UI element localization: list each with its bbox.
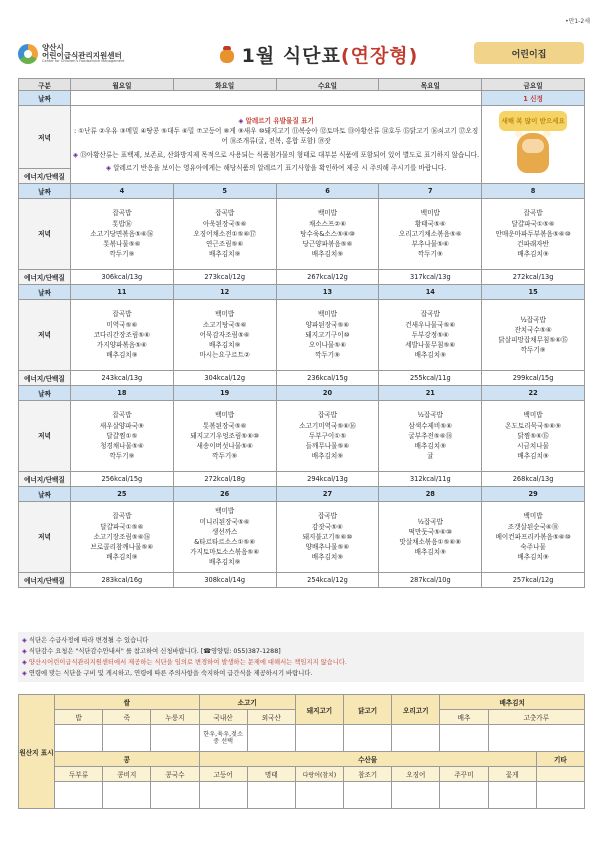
lucky-bag-icon (218, 44, 236, 64)
origin-value (103, 725, 151, 752)
origin-subcategory: 꽃게 (488, 767, 536, 782)
menu-item: 달걀파국①⑤⑥ (511, 219, 555, 228)
menu-item: 배추김치⑨ (517, 250, 549, 259)
menu-item: 잡곡밥 (215, 209, 235, 218)
date-cell: 25 (71, 487, 174, 502)
menu-cell (482, 502, 585, 573)
row-label: 에너지/단백질 (19, 472, 71, 487)
origin-category: 돼지고기 (295, 695, 343, 725)
diamond-icon: ◈ (73, 150, 79, 159)
menu-item: 잡곡밥 (420, 310, 440, 319)
reaction-note: 알레르기 반응을 보이는 영유아에게는 해당식품의 알레르기 표기사항을 확인하여 제공 시 주의해 주시기를 바랍니다. (113, 163, 447, 172)
diamond-icon: ◈ (22, 659, 27, 667)
menu-item: 오이나물⑤⑥ (308, 341, 347, 350)
date-cell: 27 (276, 487, 379, 502)
menu-cell (71, 401, 174, 472)
menu-item: 청경채나물⑤⑥ (100, 442, 144, 451)
menu-item: 배추김치⑨ (209, 558, 241, 567)
menu-item: 코다리간장조림⑤⑥ (93, 330, 151, 339)
menu-row (19, 502, 585, 573)
energy-cell: 268kcal/13g (482, 472, 585, 487)
date-cell: 22 (482, 386, 585, 401)
menu-item: 배추김치⑨ (106, 351, 138, 360)
date-cell: 21 (379, 386, 482, 401)
menu-item: 잡곡밥 (317, 411, 338, 420)
menu-item: 깍두기⑨ (314, 351, 340, 360)
menu-item: ½잡곡밥 (520, 315, 546, 324)
menu-item: 소고기당면볶음⑤⑥⑯ (90, 229, 154, 238)
origin-category: 소고기 (199, 695, 295, 710)
holiday-cell: 1 신정 (482, 91, 585, 106)
menu-cell (276, 401, 379, 472)
menu-item: &타르타르소스①⑤⑥ (194, 538, 256, 546)
date-row (19, 184, 585, 199)
menu-item: 황태국⑤⑥ (414, 219, 446, 228)
diamond-icon: ◈ (238, 116, 244, 125)
origin-value (199, 782, 247, 809)
center-logo-icon (18, 44, 38, 64)
origin-category: 닭고기 (344, 695, 392, 725)
origin-value (440, 725, 488, 752)
page-title (188, 38, 448, 70)
date-row (19, 91, 585, 106)
menu-cell (482, 300, 585, 371)
menu-item: 맛살채소볶음①⑤⑥⑧ (399, 538, 462, 546)
origin-value (151, 782, 199, 809)
title-main: 1월 식단표 (241, 44, 341, 67)
menu-item: 잡곡밥 (317, 512, 338, 521)
origin-subcategory: 주꾸미 (440, 767, 488, 782)
menu-item: 백미밥 (215, 507, 235, 516)
menu-item: 가지양파볶음⑤⑥ (96, 341, 147, 350)
row-label: 저녁 (19, 300, 71, 371)
energy-cell: 272kcal/18g (173, 472, 276, 487)
energy-cell: 304kcal/12g (173, 371, 276, 386)
menu-item: ½잡곡밥 (417, 411, 444, 420)
menu-item: 잡곡밥 (112, 209, 132, 218)
menu-item: 온도토리묵국⑤⑥⑨ (505, 421, 562, 430)
menu-item: 백미밥 (215, 411, 235, 420)
menu-row (19, 401, 585, 472)
date-cell: 14 (379, 285, 482, 300)
origin-value (247, 782, 295, 809)
menu-item: 배추김치⑨ (106, 553, 138, 562)
energy-cell: 273kcal/12g (173, 270, 276, 285)
menu-item: 새우살양파국⑨ (99, 421, 144, 430)
menu-item: 생선까스 (211, 527, 238, 536)
menu-item: 배추김치⑨ (311, 553, 344, 562)
menu-item: 양배추나물⑤⑥ (305, 543, 350, 552)
date-cell: 6 (276, 184, 379, 199)
origin-value (488, 782, 536, 809)
row-label: 날짜 (19, 184, 71, 199)
menu-item: 깍두기⑨ (212, 452, 238, 461)
menu-cell (379, 502, 482, 573)
menu-item: 깍두기⑨ (417, 250, 443, 259)
menu-item: 돼지불고기⑤⑥⑩ (302, 532, 353, 541)
menu-cell (276, 502, 379, 573)
origin-category: 기타 (536, 752, 584, 767)
diamond-icon: ◈ (106, 163, 112, 172)
menu-item: 배추김치⑨ (517, 452, 549, 461)
row-label: 날짜 (19, 91, 71, 106)
menu-item: 소고기미역국⑤⑥⑯ (299, 421, 356, 430)
energy-cell: 312kcal/11g (379, 472, 482, 487)
menu-cell (276, 300, 379, 371)
row-label: 에너지/단백질 (19, 169, 71, 184)
note-item: ◈ 연령에 맞는 식단을 구비 및 게시하고, 연령에 따른 주의사항을 숙지하여 급간식을 제공하시기 바랍니다. (22, 670, 313, 678)
menu-item: 가지토마토소스볶음⑤⑥ (190, 548, 260, 557)
origin-category: 수산물 (199, 752, 536, 767)
menu-item: 소고기장조림⑤⑥⑯ (93, 532, 151, 541)
col-header: 구분 (19, 79, 71, 91)
menu-item: 배추김치⑨ (311, 452, 344, 461)
origin-category: 배추김치 (440, 695, 585, 710)
energy-cell: 299kcal/15g (482, 371, 585, 386)
row-label: 에너지/단백질 (19, 371, 71, 386)
menu-row (19, 199, 585, 270)
menu-item: 백미밥 (523, 512, 543, 521)
diamond-icon: ◈ (22, 670, 27, 678)
notes-box (18, 632, 584, 682)
origin-subcategory: 국내산 (199, 710, 247, 725)
logo-center-name: 어린이급식관리지원센터 (42, 51, 122, 61)
origin-category: 쌀 (55, 695, 200, 710)
menu-cell (276, 199, 379, 270)
date-cell: 19 (173, 386, 276, 401)
menu-item: 감잣국⑤⑥ (312, 522, 343, 531)
energy-cell: 308kcal/14g (173, 573, 276, 588)
origin-value (440, 782, 488, 809)
origin-subcategory: 밥 (55, 710, 103, 725)
menu-item: 돼지고기구이⑩ (305, 330, 350, 339)
date-cell: 4 (71, 184, 174, 199)
menu-item: 닭찜⑤⑥⑮ (517, 431, 549, 440)
facility-badge: 어린이집 (474, 42, 584, 64)
menu-item: 톳볶나물⑤⑥ (103, 240, 141, 249)
origin-subcategory: 참조기 (344, 767, 392, 782)
menu-item: 오리고기채소볶음⑤⑥ (398, 229, 462, 238)
origin-value (151, 725, 199, 752)
menu-cell (379, 300, 482, 371)
menu-item: 잡곡밥 (112, 411, 132, 420)
menu-item: 연근조림⑤⑥ (206, 240, 244, 249)
row-label: 저녁 (19, 199, 71, 270)
energy-cell: 256kcal/15g (71, 472, 174, 487)
menu-item: 미니리된장국⑤⑥ (199, 517, 250, 526)
menu-item: 마시는요구르트② (199, 351, 250, 360)
menu-item: 안매운마파두부볶음⑤⑥⑩ (495, 229, 571, 238)
menu-item: 두부강정⑤⑥ (411, 330, 449, 339)
week1-info-row (19, 106, 585, 169)
menu-item: 잡곡밥 (523, 209, 543, 218)
menu-item: 숙주나물 (520, 543, 546, 552)
menu-item: 배추김치⑨ (209, 250, 241, 259)
energy-cell: 236kcal/15g (276, 371, 379, 386)
menu-table (18, 78, 585, 588)
menu-item: 잡곡밥 (112, 310, 132, 319)
origin-value (55, 725, 103, 752)
menu-item: 건새우나물국⑤⑥ (405, 320, 456, 329)
menu-item: 잡곡밥 (112, 512, 132, 521)
col-header: 화요일 (173, 79, 276, 91)
origin-value (344, 725, 392, 752)
menu-item: 배추김치⑨ (517, 553, 549, 562)
allergy-info (71, 106, 482, 184)
menu-cell (173, 401, 276, 472)
date-cell: 5 (173, 184, 276, 199)
menu-cell (71, 199, 174, 270)
sulfite-note: ⑬아황산류는 표백제, 보존료, 산화방지제 목적으로 사용되는 식품첨가물의 형태로 대부분 식품에 포함되어 있어 별도로 표기하지 않습니다. (80, 150, 480, 159)
menu-item: 백미밥 (420, 209, 440, 218)
origin-side-label: 원산지 표시 (19, 695, 55, 809)
diamond-icon: ◈ (22, 648, 27, 656)
menu-cell (71, 502, 174, 573)
date-cell: 7 (379, 184, 482, 199)
menu-cell (71, 300, 174, 371)
origin-category: 콩 (55, 752, 200, 767)
origin-subcategory: 다랑어(참치) (295, 767, 343, 782)
energy-cell: 287kcal/10g (379, 573, 482, 588)
menu-item: 오징어채소전①⑤⑥⑰ (193, 229, 256, 238)
origin-subcategory: 콩비지 (103, 767, 151, 782)
menu-item: 새송이버섯나물⑤⑥ (196, 442, 253, 451)
menu-item: 당근양파볶음⑤⑥ (302, 240, 353, 249)
menu-item: 두부구이①⑤ (308, 431, 347, 440)
origin-subcategory: 누룽지 (151, 710, 199, 725)
origin-value (392, 725, 440, 752)
menu-cell (173, 199, 276, 270)
origin-subcategory (536, 767, 584, 782)
diamond-icon: ◈ (22, 637, 27, 644)
new-year-mascot-cell (482, 106, 585, 184)
origin-subcategory: 명태 (247, 767, 295, 782)
energy-cell: 255kcal/11g (379, 371, 482, 386)
beef-domestic-value: 한우,육우,젖소 중 선택 (199, 725, 247, 752)
menu-item: 베이컨파프리카볶음⑤⑥⑩ (495, 532, 571, 541)
origin-subcategory: 고등어 (199, 767, 247, 782)
row-label: 날짜 (19, 285, 71, 300)
menu-item: 돼지고기우엉조림⑤⑥⑩ (190, 431, 260, 440)
date-cell: 26 (173, 487, 276, 502)
menu-item: 깍두기⑨ (520, 346, 546, 355)
origin-value (392, 782, 440, 809)
origin-subcategory: 고춧가루 (488, 710, 584, 725)
origin-subcategory: 콩국수 (151, 767, 199, 782)
menu-item: 톳볶된장국⑤⑥ (202, 421, 247, 430)
menu-item: 탕수육&소스⑤⑥⑩ (300, 229, 355, 238)
menu-cell (379, 401, 482, 472)
title-subtype: (연장형) (340, 44, 419, 67)
energy-row (19, 573, 585, 588)
energy-row (19, 371, 585, 386)
origin-value (488, 725, 584, 752)
date-cell: 12 (173, 285, 276, 300)
menu-row (19, 300, 585, 371)
menu-item: 삼색수제비⑤⑥ (408, 421, 453, 430)
origin-value (295, 725, 343, 752)
origin-subcategory: 배추 (440, 710, 488, 725)
menu-item: 닭살피망잡채무침⑤⑥⑮ (498, 336, 568, 344)
origin-value (344, 782, 392, 809)
menu-item: 백미밥 (523, 411, 543, 420)
note-item: ◈ 식단은 수급사정에 따라 변경될 수 있습니다 (22, 637, 149, 644)
menu-item: 백미밥 (317, 310, 338, 319)
row-label: 저녁 (19, 106, 71, 169)
energy-cell: 243kcal/13g (71, 371, 174, 386)
menu-item: 톳밥⑯ (112, 219, 132, 228)
menu-item: 떡만둣국⑤⑥⑩ (408, 527, 452, 536)
origin-subcategory: 외국산 (247, 710, 295, 725)
logo-english-name: Center for Children's Foodservice Management (42, 59, 125, 64)
menu-item: 시금치나물 (517, 442, 550, 451)
date-row (19, 487, 585, 502)
menu-item: 귤 (427, 452, 434, 461)
date-cell: 13 (276, 285, 379, 300)
date-row (19, 285, 585, 300)
allergy-title: 알레르기 유발물질 표기 (245, 116, 314, 125)
table-header-row (19, 79, 585, 91)
menu-cell (482, 199, 585, 270)
menu-item: 브로콜리참깨나물⑤⑥ (90, 543, 154, 552)
menu-item: 부추나물⑤⑥ (411, 240, 449, 249)
menu-item: 채소스프②⑥ (308, 219, 347, 228)
menu-item: 들깨무나물⑤⑥ (305, 442, 350, 451)
row-label: 에너지/단백질 (19, 270, 71, 285)
menu-item: 깍두기⑨ (109, 452, 135, 461)
date-cell: 29 (482, 487, 585, 502)
energy-cell: 267kcal/12g (276, 270, 379, 285)
energy-cell: 254kcal/12g (276, 573, 379, 588)
menu-item: 아욱된장국⑤⑥ (202, 219, 247, 228)
menu-item: 배추김치⑨ (414, 351, 446, 360)
date-cell: 11 (71, 285, 174, 300)
center-logo (18, 40, 168, 68)
date-cell: 18 (71, 386, 174, 401)
energy-cell: 294kcal/13g (276, 472, 379, 487)
menu-item: 어묵감자조림⑤⑥ (199, 330, 250, 339)
menu-item: 배추김치⑨ (209, 341, 241, 350)
row-label: 저녁 (19, 502, 71, 573)
menu-item: 달걀파국①⑤⑥ (100, 522, 144, 531)
energy-cell: 306kcal/13g (71, 270, 174, 285)
menu-cell (173, 502, 276, 573)
origin-value (55, 782, 103, 809)
menu-item: ½잡곡밥 (417, 517, 444, 526)
row-label: 날짜 (19, 386, 71, 401)
energy-cell: 317kcal/13g (379, 270, 482, 285)
menu-cell (173, 300, 276, 371)
menu-item: 세발나물무침⑤⑥ (405, 341, 456, 350)
date-cell: 8 (482, 184, 585, 199)
origin-subcategory: 죽 (103, 710, 151, 725)
menu-cell (482, 401, 585, 472)
col-header: 목요일 (379, 79, 482, 91)
note-item: ◈ 식단감수 요청은 "식단감수안내서" 를 참고하여 신청바랍니다. [☎영양팀: 055)387-1288] (22, 648, 281, 656)
date-cell: 15 (482, 285, 585, 300)
allergy-list: : ①난류 ②우유 ③메밀 ④땅콩 ⑤대두 ⑥밀 ⑦고등어 ⑧게 ⑨새우 ⑩돼지고기 ⑪복숭아 ⑫토마토 ⑬아황산류 ⑭호두 ⑮닭고기 ⑯쇠고기 ⑰오징어 ⑱조개류(굴, 전복, 홍합 포함) ⑲잣 (73, 127, 479, 146)
menu-item: 조갯살된순국⑥⑱ (507, 522, 559, 531)
date-row (19, 386, 585, 401)
menu-cell (379, 199, 482, 270)
menu-item: 잔치국수⑤⑥ (514, 325, 552, 334)
origin-subcategory: 오징어 (392, 767, 440, 782)
origin-table (18, 694, 585, 809)
origin-subcategory: 두부류 (55, 767, 103, 782)
menu-item: 양파된장국⑤⑥ (305, 320, 350, 329)
menu-item: 백미밥 (215, 310, 235, 319)
origin-value (103, 782, 151, 809)
ox-mascot-icon (495, 111, 571, 181)
origin-value (536, 782, 584, 809)
origin-category: 오리고기 (392, 695, 440, 725)
note-item: ◈ 양산시어린이급식관리지원센터에서 제공하는 식단을 임의로 변경하여 발생하는 문제에 대해서는 책임지지 않습니다. (22, 659, 347, 667)
menu-item: 깍두기⑨ (109, 250, 135, 259)
mascot-sign: 새해 복 많이 받으세요 (499, 111, 567, 131)
row-label: 날짜 (19, 487, 71, 502)
menu-item: 달걀찜①⑤ (106, 431, 138, 440)
menu-item: 배추김치⑨ (414, 442, 446, 451)
energy-cell: 257kcal/12g (482, 573, 585, 588)
origin-value (247, 725, 295, 752)
col-header: 수요일 (276, 79, 379, 91)
menu-item: 배추김치⑨ (311, 250, 344, 259)
energy-cell: 272kcal/13g (482, 270, 585, 285)
col-header: 금요일 (482, 79, 585, 91)
menu-item: 건파래자반 (517, 240, 550, 249)
menu-item: 배추김치⑨ (414, 548, 446, 557)
header (18, 40, 584, 68)
row-label: 에너지/단백질 (19, 573, 71, 588)
energy-cell: 283kcal/16g (71, 573, 174, 588)
origin-value (295, 782, 343, 809)
date-cell: 28 (379, 487, 482, 502)
energy-row (19, 270, 585, 285)
energy-row (19, 472, 585, 487)
menu-item: 백미밥 (317, 209, 338, 218)
logo-city: 양산시 (42, 43, 64, 53)
date-cell: 20 (276, 386, 379, 401)
menu-item: 미역국⑤⑥ (106, 320, 138, 329)
menu-item: 소고기탕국⑤⑥ (202, 320, 247, 329)
col-header: 월요일 (71, 79, 174, 91)
row-label: 저녁 (19, 401, 71, 472)
menu-item: 굴부추전⑤⑥⑱ (408, 431, 453, 440)
age-note: •만1-2세 (565, 18, 590, 25)
